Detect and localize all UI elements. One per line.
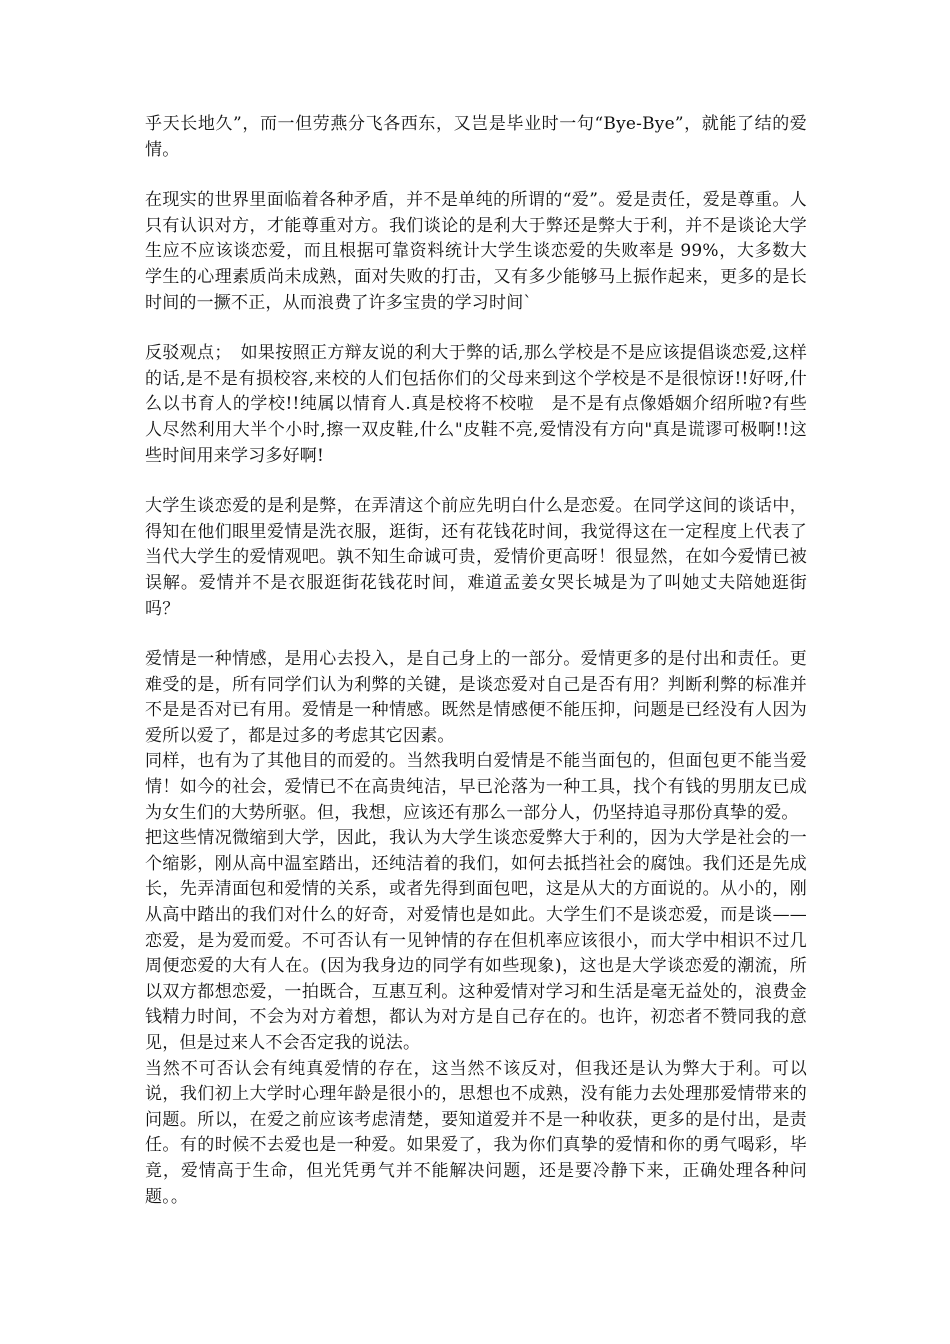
paragraph-intro-continuation: 乎天长地久”，而一但劳燕分飞各西东，又岂是毕业时一句“Bye-Bye”，就能了结的爱情。 <box>145 114 807 160</box>
paragraph-love-is-emotion: 爱情是一种情感，是用心去投入，是自己身上的一部分。爱情更多的是付出和责任。更难受的是，所有同学们认为利弊的关键，是谈恋爱对自己是否有用？判断利弊的标准并不是是否对已有用。爱情是一种情感。既然是情感便不能压抑，问题是已经没有人因为爱所以爱了，都是过多的考虑其它因素。 <box>145 649 807 746</box>
paragraph-other-purposes: 同样，也有为了其他目的而爱的。当然我明白爱情是不能当面包的，但面包更不能当爱情！如今的社会，爱情已不在高贵纯洁，早已沦落为一种工具，找个有钱的男朋友已成为女生们的大势所驱。但，我想，应该还有那么一部分人，仍坚持追寻那份真挚的爱。 <box>145 751 807 823</box>
document-page <box>145 112 807 1210</box>
paragraph-rebuttal: 反驳观点； 如果按照正方辩友说的利大于弊的话,那么学校是不是应该提倡谈恋爱,这样的话,是不是有损校容,来校的人们包括你们的父母来到这个学校是不是很惊讶!!好呀,什么以书育人的学校!!纯属以情育人.真是校将不校啦 是不是有点像婚姻介绍所啦?有些人尽然利用大半个小时,擦一双皮鞋,什么"皮鞋不亮,爱情没有方向"真是谎谬可极啊!!这些时间用来学习多好啊! <box>145 343 807 466</box>
paragraph-reality-contradictions: 在现实的世界里面临着各种矛盾，并不是单纯的所谓的“爱”。爱是责任，爱是尊重。人只有认识对方，才能尊重对方。我们谈论的是利大于弊还是弊大于利，并不是谈论大学生应不应该谈恋爱，而且根据可靠资料统计大学生谈恋爱的失败率是 99%，大多数大学生的心理素质尚未成熟，面对失败的打击，又有多少能够马上振作起来，更多的是长时间的一撅不正，从而浪费了许多宝贵的学习时间` <box>145 190 807 313</box>
paragraph-university-microcosm: 把这些情况微缩到大学，因此，我认为大学生谈恋爱弊大于利的，因为大学是社会的一个缩影，刚从高中温室踏出，还纯洁着的我们，如何去抵挡社会的腐蚀。我们还是先成长，先弄清面包和爱情的关系，或者先得到面包吧，这是从大的方面说的。从小的，刚从高中踏出的我们对什么的好奇，对爱情也是如此。大学生们不是谈恋爱，而是谈——恋爱，是为爱而爱。不可否认有一见钟情的存在但机率应该很小，而大学中相识不过几周便恋爱的大有人在。(因为我身边的同学有如些现象)，这也是大学谈恋爱的潮流，所以双方都想恋爱，一拍既合，互惠互利。这种爱情对学习和生活是毫无益处的，浪费金钱精力时间，不会为对方着想，都认为对方是自己存在的。也许，初恋者不赞同我的意见，但是过来人不会否定我的说法。 <box>145 828 807 1053</box>
paragraph-conclusion: 当然不可否认会有纯真爱情的存在，这当然不该反对，但我还是认为弊大于利。可以说，我们初上大学时心理年龄是很小的，思想也不成熟，没有能力去处理那爱情带来的问题。所以，在爱之前应该考虑清楚，要知道爱并不是一种收获，更多的是付出，是责任。有的时候不去爱也是一种爱。如果爱了，我为你们真挚的爱情和你的勇气喝彩，毕竟，爱情高于生命，但光凭勇气并不能解决问题，还是要冷静下来，正确处理各种问题。。 <box>145 1058 807 1207</box>
paragraph-definition-of-love: 大学生谈恋爱的是利是弊，在弄清这个前应先明白什么是恋爱。在同学这间的谈话中，得知在他们眼里爱情是洗衣服，逛街，还有花钱花时间，我觉得这在一定程度上代表了当代大学生的爱情观吧。孰不知生命诚可贵，爱情价更高呀！很显然，在如今爱情已被误解。爱情并不是衣服逛街花钱花时间，难道孟姜女哭长城是为了叫她丈夫陪她逛街吗？ <box>145 496 807 619</box>
